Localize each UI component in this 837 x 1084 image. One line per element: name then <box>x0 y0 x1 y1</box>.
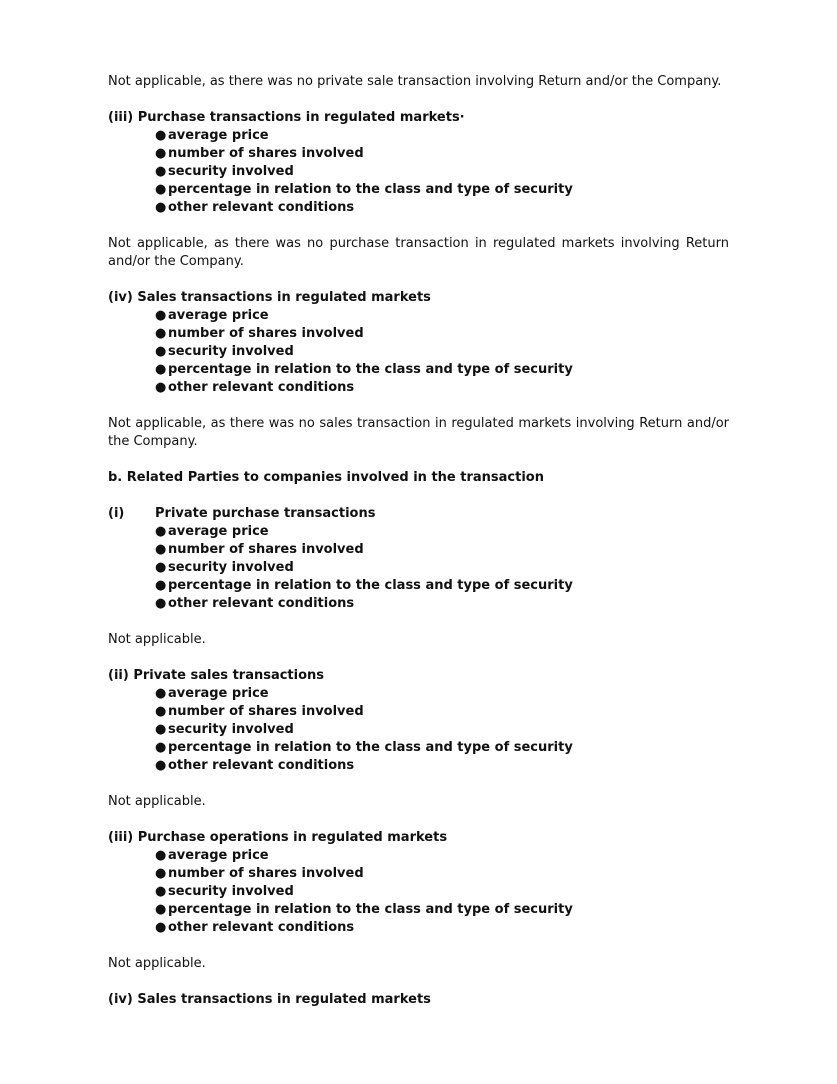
bullet-icon: ● <box>155 560 167 575</box>
bullet-icon: ● <box>155 308 167 323</box>
bullet-icon: ● <box>155 344 167 359</box>
paragraph-b-ii-note: Not applicable. <box>108 794 206 809</box>
heading-b-iii: (iii) Purchase operations in regulated markets <box>108 830 448 845</box>
bullet-icon: ● <box>155 596 167 611</box>
list-item: ● other relevant conditions <box>155 920 355 935</box>
bullet-icon: ● <box>155 686 167 701</box>
list-item: ● other relevant conditions <box>155 596 355 611</box>
bullet-icon: ● <box>155 884 167 899</box>
list-item: ● average price <box>155 848 269 863</box>
paragraph-a-iv-note: Not applicable, as there was no sales transaction in regulated markets involving Return and/or the Company. <box>108 416 729 449</box>
list-item: ● number of shares involved <box>155 704 364 719</box>
bullet-icon: ● <box>155 920 167 935</box>
list-item: ● security involved <box>155 560 294 575</box>
bullet-icon: ● <box>155 848 167 863</box>
paragraph-b-iii-note: Not applicable. <box>108 956 206 971</box>
bullet-list-a-iv <box>108 307 729 397</box>
bullet-list-a-iii <box>108 127 729 217</box>
list-item: ● number of shares involved <box>155 542 364 557</box>
list-item: ● percentage in relation to the class and type of security <box>155 362 573 377</box>
bullet-icon: ● <box>155 524 167 539</box>
list-item: ● number of shares involved <box>155 146 364 161</box>
list-item: ● percentage in relation to the class and type of security <box>155 182 573 197</box>
bullet-icon: ● <box>155 380 167 395</box>
heading-b-i <box>108 505 729 523</box>
list-item: ● other relevant conditions <box>155 200 355 215</box>
list-item: ● number of shares involved <box>155 326 364 341</box>
list-item: ● average price <box>155 128 269 143</box>
list-item: ● number of shares involved <box>155 866 364 881</box>
list-item: ● security involved <box>155 722 294 737</box>
heading-b-iv: (iv) Sales transactions in regulated markets <box>108 992 431 1007</box>
heading-section-b: b. Related Parties to companies involved in the transaction <box>108 470 544 485</box>
bullet-icon: ● <box>155 758 167 773</box>
bullet-list-b-ii <box>108 685 729 775</box>
bullet-icon: ● <box>155 326 167 341</box>
list-item: ● percentage in relation to the class and type of security <box>155 740 573 755</box>
bullet-icon: ● <box>155 362 167 377</box>
bullet-icon: ● <box>155 542 167 557</box>
bullet-icon: ● <box>155 902 167 917</box>
list-item: ● average price <box>155 686 269 701</box>
bullet-icon: ● <box>155 704 167 719</box>
heading-b-i-title: Private purchase transactions <box>155 506 376 521</box>
list-item: ● security involved <box>155 884 294 899</box>
list-item: ● other relevant conditions <box>155 380 355 395</box>
bullet-icon: ● <box>155 164 167 179</box>
list-item: ● average price <box>155 308 269 323</box>
bullet-icon: ● <box>155 146 167 161</box>
list-item: ● percentage in relation to the class and type of security <box>155 902 573 917</box>
bullet-icon: ● <box>155 866 167 881</box>
bullet-list-b-i <box>108 523 729 613</box>
heading-a-iv: (iv) Sales transactions in regulated markets <box>108 290 431 305</box>
bullet-icon: ● <box>155 182 167 197</box>
bullet-list-b-iii <box>108 847 729 937</box>
bullet-icon: ● <box>155 200 167 215</box>
heading-b-ii: (ii) Private sales transactions <box>108 668 325 683</box>
list-item: ● security involved <box>155 344 294 359</box>
bullet-icon: ● <box>155 740 167 755</box>
paragraph-private-sale-note: Not applicable, as there was no private sale transaction involving Return and/or the Company. <box>108 74 722 89</box>
bullet-icon: ● <box>155 722 167 737</box>
list-item: ● percentage in relation to the class and type of security <box>155 578 573 593</box>
document-page <box>108 73 729 1009</box>
list-item: ● other relevant conditions <box>155 758 355 773</box>
bullet-icon: ● <box>155 578 167 593</box>
heading-b-i-number: (i) <box>108 506 125 521</box>
list-item: ● security involved <box>155 164 294 179</box>
bullet-icon: ● <box>155 128 167 143</box>
paragraph-a-iii-note: Not applicable, as there was no purchase transaction in regulated markets involving Return and/or the Company. <box>108 236 729 269</box>
heading-a-iii: (iii) Purchase transactions in regulated markets· <box>108 110 465 125</box>
paragraph-b-i-note: Not applicable. <box>108 632 206 647</box>
list-item: ● average price <box>155 524 269 539</box>
